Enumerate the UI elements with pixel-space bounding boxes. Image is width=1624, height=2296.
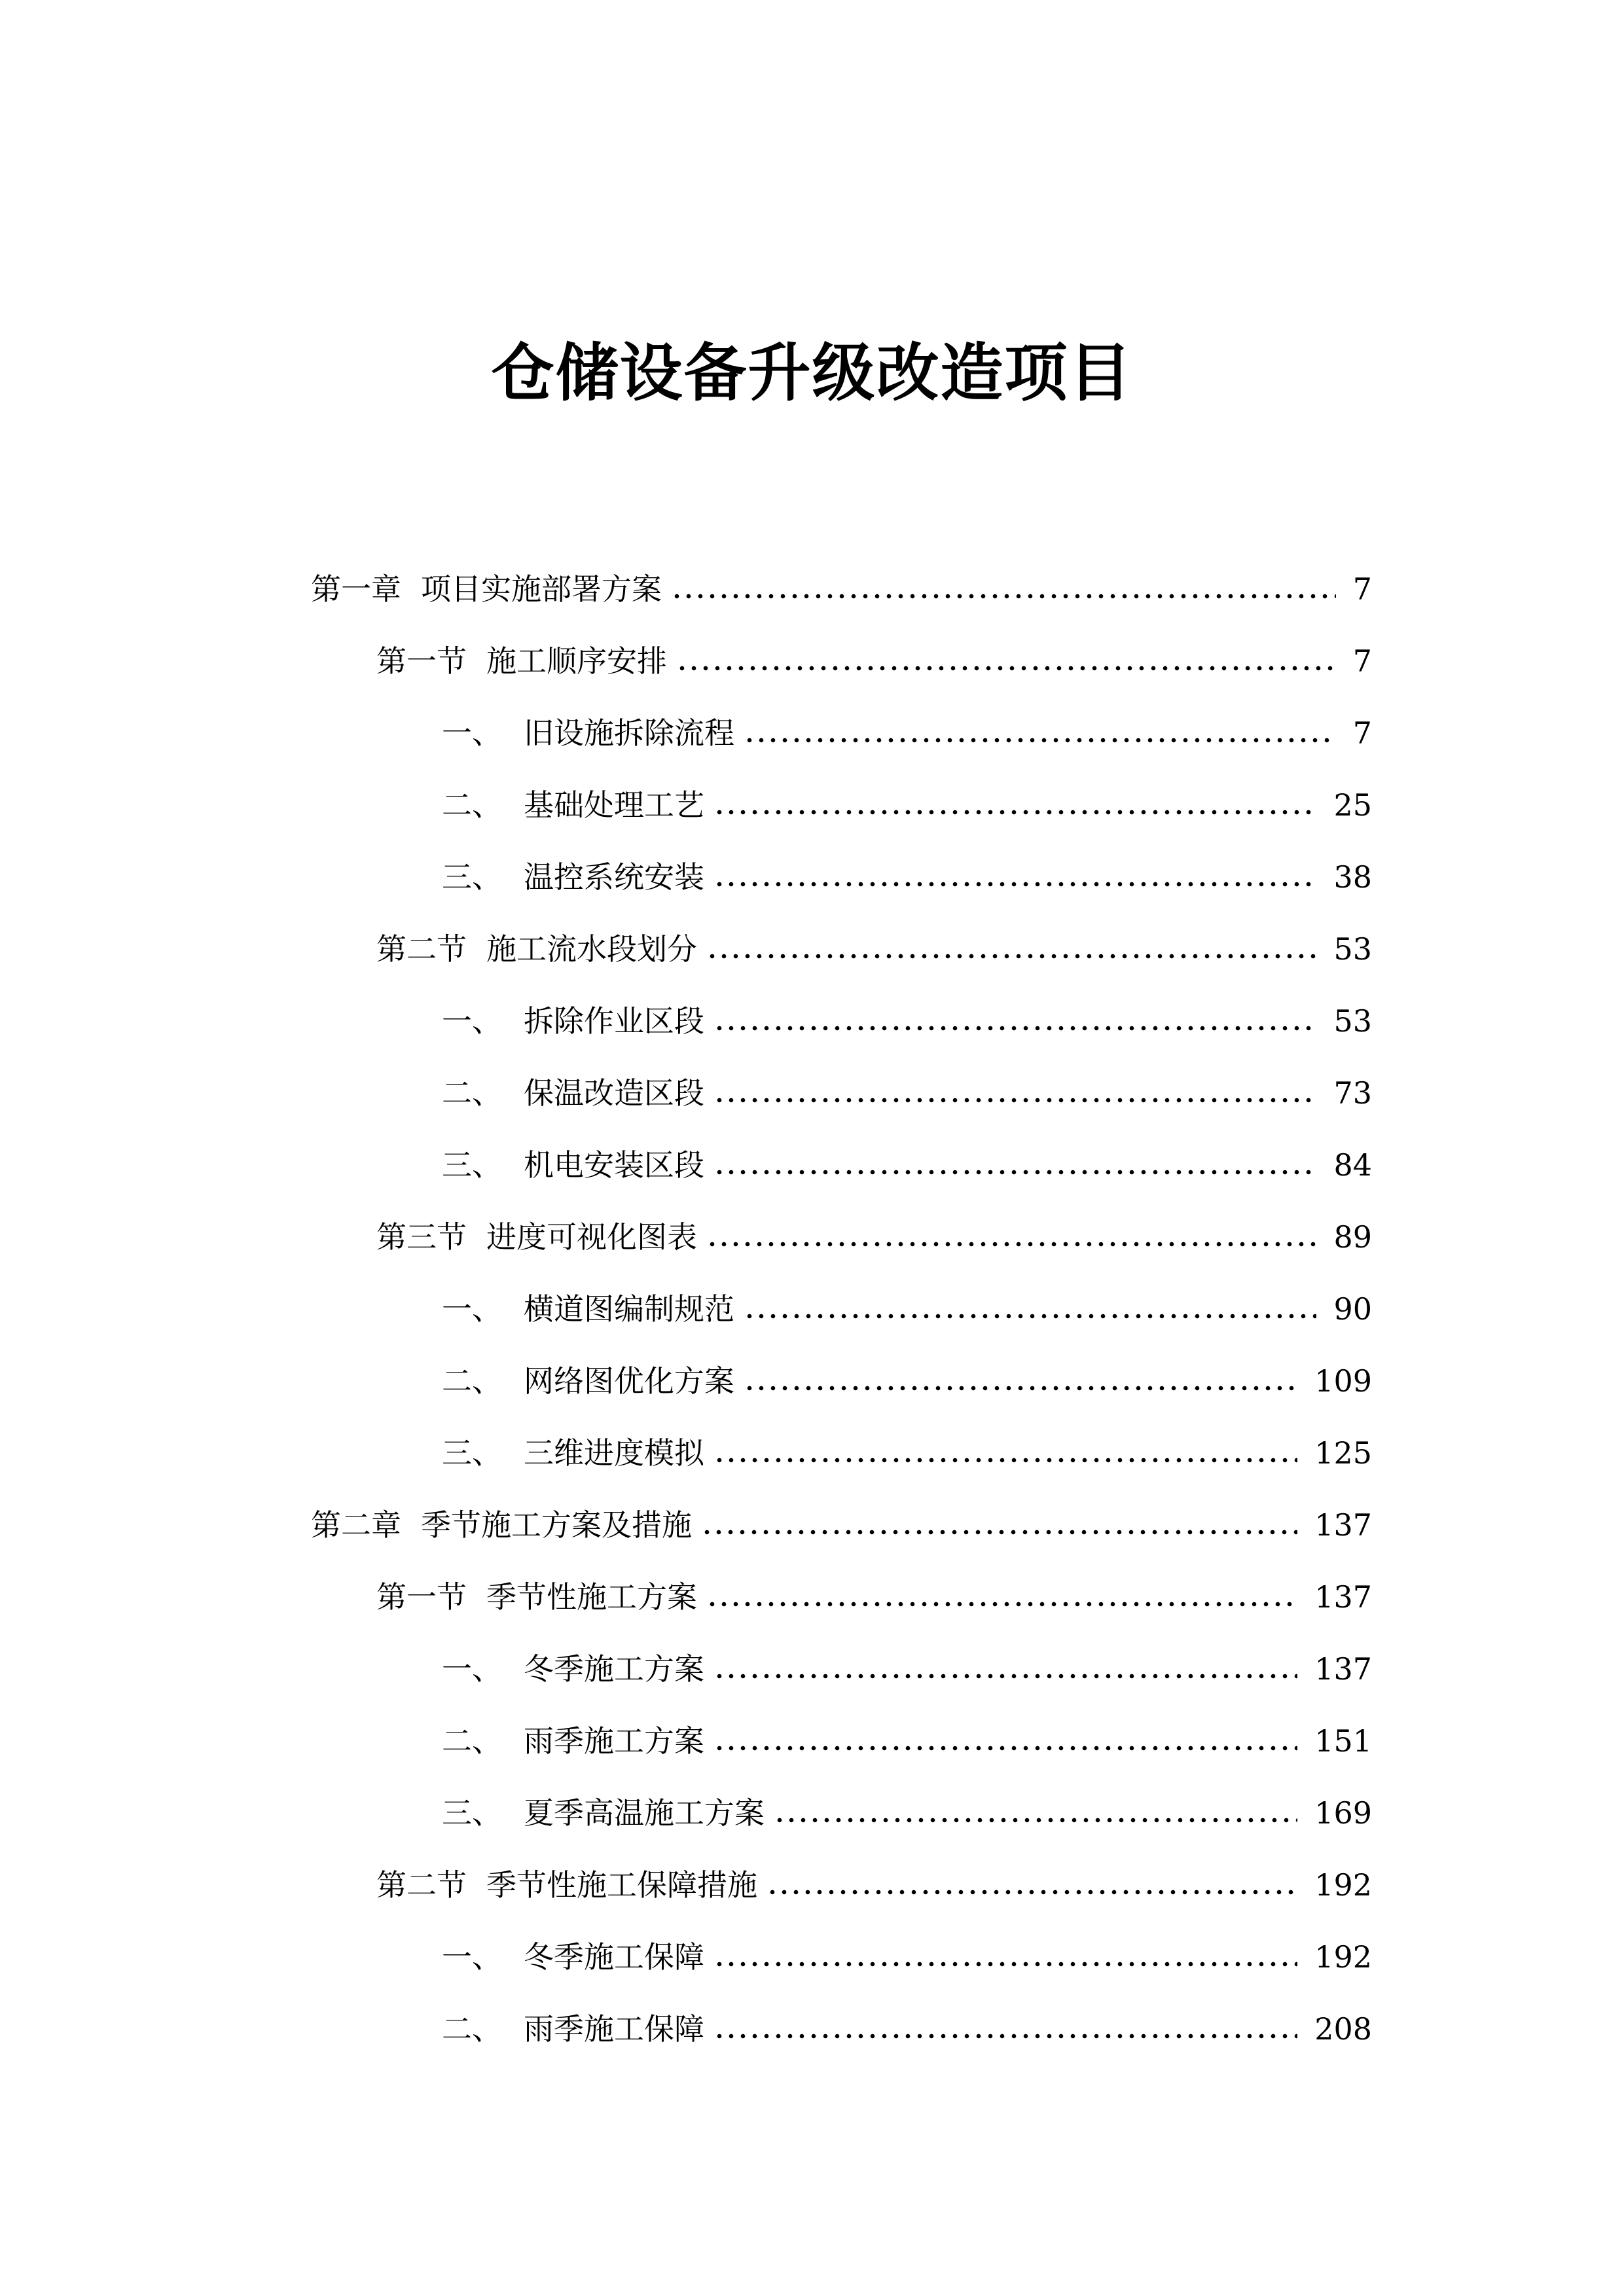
toc-entry-number: 第一节 — [376, 643, 467, 679]
dot-leader — [671, 594, 1336, 599]
toc-entry[interactable] — [0, 1921, 1624, 1993]
toc-entry-title: 施工顺序安排 — [486, 643, 667, 679]
toc-entry-title: 温控系统安装 — [524, 859, 704, 895]
toc-entry[interactable] — [0, 553, 1624, 625]
toc-entry-page: 25 — [1333, 787, 1372, 823]
toc-entry[interactable] — [0, 769, 1624, 841]
toc-entry[interactable] — [0, 1345, 1624, 1417]
dot-leader — [701, 1530, 1297, 1535]
page-title: 仓储设备升级改造项目 — [491, 336, 1133, 410]
toc-entry[interactable] — [0, 1705, 1624, 1777]
toc-entry-number: 三、 — [442, 1147, 502, 1183]
toc-entry-number: 一、 — [442, 1651, 502, 1687]
toc-entry-number: 二、 — [442, 1723, 502, 1759]
toc-entry-page: 7 — [1352, 643, 1372, 679]
dot-leader — [774, 1818, 1297, 1823]
toc-entry-page: 125 — [1314, 1435, 1372, 1471]
toc-entry-page: 137 — [1314, 1651, 1372, 1687]
dot-leader — [713, 810, 1316, 815]
dot-leader — [713, 1026, 1316, 1031]
dot-leader — [713, 1746, 1297, 1751]
toc-entry-title: 季节性施工方案 — [486, 1579, 697, 1615]
toc-entry-number: 三、 — [442, 1795, 502, 1831]
toc-entry-title: 拆除作业区段 — [524, 1003, 704, 1039]
toc-entry-title: 雨季施工方案 — [524, 1723, 704, 1759]
toc-entry-number: 第二章 — [311, 1507, 401, 1543]
dot-leader — [713, 1170, 1316, 1175]
toc-entry-title: 夏季高温施工方案 — [524, 1795, 765, 1831]
toc-entry-page: 169 — [1314, 1795, 1372, 1831]
toc-entry-page: 137 — [1314, 1507, 1372, 1543]
toc-entry[interactable] — [0, 697, 1624, 769]
dot-leader — [713, 1962, 1297, 1967]
toc-entry-title: 进度可视化图表 — [486, 1219, 697, 1255]
toc-entry-number: 二、 — [442, 2011, 502, 2047]
toc-entry[interactable] — [0, 1489, 1624, 1561]
toc-entry-page: 89 — [1333, 1219, 1372, 1255]
dot-leader — [744, 1386, 1297, 1391]
toc-entry-page: 109 — [1314, 1363, 1372, 1399]
toc-entry-page: 192 — [1314, 1867, 1372, 1903]
dot-leader — [713, 1674, 1297, 1679]
toc-entry-page: 192 — [1314, 1939, 1372, 1975]
toc-entry-number: 二、 — [442, 1363, 502, 1399]
dot-leader — [713, 1458, 1297, 1463]
dot-leader — [706, 1242, 1316, 1247]
toc-entry-page: 7 — [1352, 715, 1372, 751]
dot-leader — [744, 1314, 1316, 1319]
toc-entry-page: 73 — [1333, 1075, 1372, 1111]
toc-entry-title: 施工流水段划分 — [486, 931, 697, 967]
toc-entry-page: 208 — [1314, 2011, 1372, 2047]
dot-leader — [713, 1098, 1316, 1103]
toc-entry-number: 第一节 — [376, 1579, 467, 1615]
dot-leader — [744, 738, 1336, 743]
table-of-contents — [0, 553, 1624, 2065]
toc-entry-number: 三、 — [442, 859, 502, 895]
toc-entry-number: 一、 — [442, 715, 502, 751]
toc-entry-title: 横道图编制规范 — [524, 1291, 734, 1327]
toc-entry-title: 保温改造区段 — [524, 1075, 704, 1111]
toc-entry-title: 机电安装区段 — [524, 1147, 704, 1183]
dot-leader — [706, 1602, 1297, 1607]
toc-entry-page: 151 — [1314, 1723, 1372, 1759]
toc-entry-page: 38 — [1333, 859, 1372, 895]
toc-entry-page: 7 — [1352, 571, 1372, 607]
toc-entry[interactable] — [0, 1633, 1624, 1705]
toc-entry-title: 冬季施工保障 — [524, 1939, 704, 1975]
toc-entry-number: 第二节 — [376, 1867, 467, 1903]
toc-entry-page: 84 — [1333, 1147, 1372, 1183]
toc-entry-number: 一、 — [442, 1939, 502, 1975]
toc-entry-page: 90 — [1333, 1291, 1372, 1327]
toc-entry-number: 三、 — [442, 1435, 502, 1471]
toc-entry-title: 网络图优化方案 — [524, 1363, 734, 1399]
toc-entry-number: 二、 — [442, 1075, 502, 1111]
dot-leader — [713, 882, 1316, 887]
toc-entry-title: 基础处理工艺 — [524, 787, 704, 823]
toc-entry-title: 旧设施拆除流程 — [524, 715, 734, 751]
toc-entry[interactable] — [0, 1273, 1624, 1345]
toc-entry[interactable] — [0, 1129, 1624, 1201]
toc-entry[interactable] — [0, 1777, 1624, 1849]
toc-entry[interactable] — [0, 625, 1624, 697]
toc-entry[interactable] — [0, 1993, 1624, 2065]
dot-leader — [706, 954, 1316, 959]
toc-entry-title: 雨季施工保障 — [524, 2011, 704, 2047]
toc-entry-number: 第二节 — [376, 931, 467, 967]
toc-entry-page: 53 — [1333, 931, 1372, 967]
toc-entry[interactable] — [0, 985, 1624, 1057]
toc-entry[interactable] — [0, 913, 1624, 985]
dot-leader — [713, 2034, 1297, 2039]
toc-entry-page: 137 — [1314, 1579, 1372, 1615]
toc-entry-page: 53 — [1333, 1003, 1372, 1039]
toc-entry[interactable] — [0, 1561, 1624, 1633]
toc-entry-title: 季节施工方案及措施 — [421, 1507, 692, 1543]
toc-entry-number: 二、 — [442, 787, 502, 823]
toc-entry-number: 一、 — [442, 1291, 502, 1327]
toc-entry[interactable] — [0, 1417, 1624, 1489]
toc-entry-number: 第一章 — [311, 571, 401, 607]
toc-entry-title: 三维进度模拟 — [524, 1435, 704, 1471]
dot-leader — [767, 1890, 1297, 1895]
dot-leader — [676, 666, 1336, 671]
toc-entry-title: 冬季施工方案 — [524, 1651, 704, 1687]
toc-entry-number: 一、 — [442, 1003, 502, 1039]
toc-entry-title: 季节性施工保障措施 — [486, 1867, 757, 1903]
toc-entry[interactable] — [0, 1057, 1624, 1129]
toc-entry-number: 第三节 — [376, 1219, 467, 1255]
toc-entry-title: 项目实施部署方案 — [421, 571, 662, 607]
toc-entry[interactable] — [0, 1201, 1624, 1273]
toc-entry[interactable] — [0, 1849, 1624, 1921]
toc-entry[interactable] — [0, 841, 1624, 913]
